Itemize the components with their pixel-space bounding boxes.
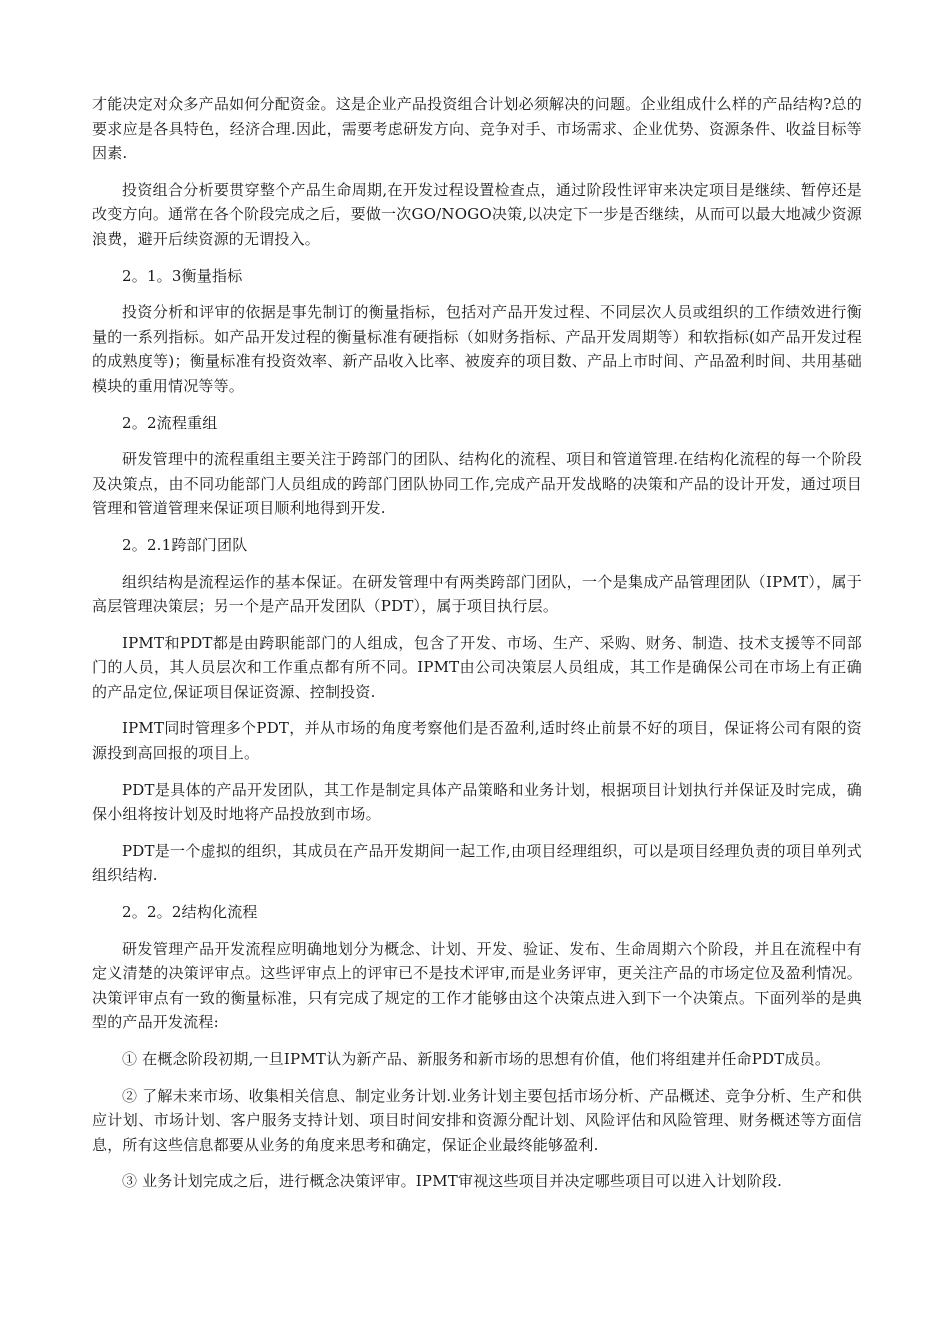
paragraph-metrics: 投资分析和评审的依据是事先制订的衡量指标，包括对产品开发过程、不同层次人员或组织的工作绩效进行衡量的一系列指标。如产品开发过程的衡量标准有硬指标（如财务指标、产品开发周期等）和软指标(如产品开发过程的成熟度等)；衡量标准有投资效率、新产品收入比率、被废弃的项目数、产品上市时间、产品盈利时间、共用基础模块的重用情况等等。 bbox=[92, 303, 862, 395]
paragraph-pdt-team: PDT是具体的产品开发团队，其工作是制定具体产品策略和业务计划，根据项目计划执行并保证及时完成，确保小组将按计划及时地将产品投放到市场。 bbox=[92, 780, 862, 824]
paragraph-ipmt-manages: IPMT同时管理多个PDT，并从市场的角度考察他们是否盈利,适时终止前景不好的项目，保证将公司有限的资源投到高回报的项目上。 bbox=[92, 719, 862, 763]
list-item-2: ② 了解未来市场、收集相关信息、制定业务计划.业务计划主要包括市场分析、产品概述、竞争分析、生产和供应计划、市场计划、客户服务支持计划、项目时间安排和资源分配计划、风险评估和风险管理、财务概述等方面信息，所有这些信息都要从业务的角度来思考和确定，保证企业最终能够盈利. bbox=[92, 1086, 862, 1154]
paragraph-portfolio-intro: 才能决定对众多产品如何分配资金。这是企业产品投资组合计划必须解决的问题。企业组成什么样的产品结构?总的要求应是各具特色，经济合理.因此，需要考虑研发方向、竞争对手、市场需求、企业优势、资源条件、收益目标等因素. bbox=[92, 95, 862, 163]
paragraph-process-reengineering: 研发管理中的流程重组主要关注于跨部门的团队、结构化的流程、项目和管道管理.在结构化流程的每一个阶段及决策点，由不同功能部门人员组成的跨部门团队协同工作,完成产品开发战略的决策和产品的设计开发，通过项目管理和管道管理来保证项目顺利地得到开发. bbox=[92, 450, 862, 518]
heading-2-2-1: 2。2.1跨部门团队 bbox=[122, 535, 248, 554]
paragraph-pdt-virtual: PDT是一个虚拟的组织，其成员在产品开发期间一起工作,由项目经理组织，可以是项目经理负责的项目单列式组织结构. bbox=[92, 841, 862, 885]
paragraph-org-structure: 组织结构是流程运作的基本保证。在研发管理中有两类跨部门团队，一个是集成产品管理团队（IPMT），属于高层管理决策层；另一个是产品开发团队（PDT），属于项目执行层。 bbox=[92, 572, 862, 616]
paragraph-portfolio-analysis: 投资组合分析要贯穿整个产品生命周期,在开发过程设置检查点，通过阶段性评审来决定项目是继续、暂停还是改变方向。通常在各个阶段完成之后，要做一次GO/NOGO决策,以决定下一步是否继续，从而可以最大地减少资源浪费，避开后续资源的无谓投入。 bbox=[92, 180, 862, 248]
heading-2-2-2: 2。2。2结构化流程 bbox=[122, 903, 258, 922]
heading-2-2: 2。2流程重组 bbox=[122, 413, 218, 432]
list-item-3: ③ 业务计划完成之后，进行概念决策评审。IPMT审视这些项目并决定哪些项目可以进入计划阶段. bbox=[122, 1172, 783, 1191]
heading-2-1-3: 2。1。3衡量指标 bbox=[122, 266, 243, 285]
list-item-1: ① 在概念阶段初期,一旦IPMT认为新产品、新服务和新市场的思想有价值，他们将组建并任命PDT成员。 bbox=[122, 1050, 831, 1068]
paragraph-structured-process: 研发管理产品开发流程应明确地划分为概念、计划、开发、验证、发布、生命周期六个阶段，并且在流程中有定义清楚的决策评审点。这些评审点上的评审已不是技术评审,而是业务评审，更关注产品的市场定位及盈利情况。决策评审点有一致的衡量标准，只有完成了规定的工作才能够由这个决策点进入到下一个决策点。下面列举的是典型的产品开发流程: bbox=[92, 939, 862, 1032]
document-page bbox=[92, 92, 862, 1206]
paragraph-ipmt-pdt: IPMT和PDT都是由跨职能部门的人组成，包含了开发、市场、生产、采购、财务、制造、技术支援等不同部门的人员，其人员层次和工作重点都有所不同。IPMT由公司决策层人员组成，其工作是确保公司在市场上有正确的产品定位,保证项目保证资源、控制投资. bbox=[92, 633, 862, 701]
